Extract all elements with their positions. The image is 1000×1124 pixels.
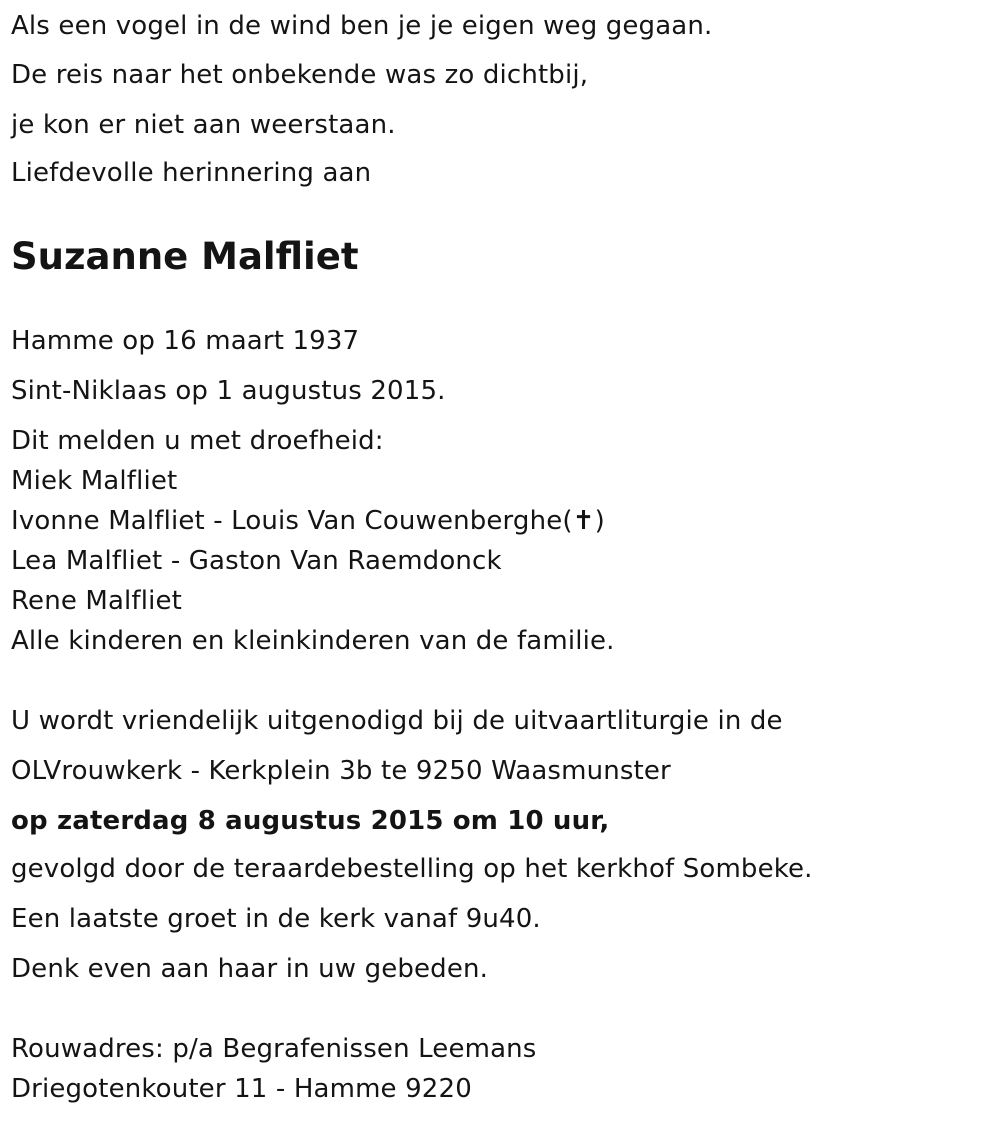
- last-greeting: Een laatste groet in de kerk vanaf 9u40.: [11, 904, 541, 934]
- funeral-location: OLVrouwkerk - Kerkplein 3b te 9250 Waasmunster: [11, 756, 671, 786]
- poem-line-3: je kon er niet aan weerstaan.: [11, 110, 396, 140]
- family-member: Lea Malfliet - Gaston Van Raemdonck: [11, 546, 502, 576]
- funeral-invitation-line: U wordt vriendelijk uitgenodigd bij de uitvaartliturgie in de: [11, 706, 783, 736]
- death-info: Sint-Niklaas op 1 augustus 2015.: [11, 376, 446, 406]
- family-member: Ivonne Malfliet - Louis Van Couwenberghe(✝): [11, 506, 605, 536]
- intro-text: Liefdevolle herinnering aan: [11, 158, 372, 188]
- deceased-name: Suzanne Malfliet: [11, 235, 359, 278]
- mourning-address-line-1: Rouwadres: p/a Begrafenissen Leemans: [11, 1034, 537, 1064]
- burial-info: gevolgd door de teraardebestelling op het kerkhof Sombeke.: [11, 854, 813, 884]
- birth-info: Hamme op 16 maart 1937: [11, 326, 360, 356]
- family-heading: Dit melden u met droefheid:: [11, 426, 384, 456]
- family-member: Rene Malfliet: [11, 586, 182, 616]
- prayer-request: Denk even aan haar in uw gebeden.: [11, 954, 489, 984]
- mourning-address-line-2: Driegotenkouter 11 - Hamme 9220: [11, 1074, 472, 1104]
- poem-line-2: De reis naar het onbekende was zo dichtbij,: [11, 60, 589, 90]
- family-member: Alle kinderen en kleinkinderen van de familie.: [11, 626, 615, 656]
- funeral-date: op zaterdag 8 augustus 2015 om 10 uur,: [11, 806, 610, 836]
- family-member: Miek Malfliet: [11, 466, 178, 496]
- poem-line-1: Als een vogel in de wind ben je je eigen weg gegaan.: [11, 11, 713, 41]
